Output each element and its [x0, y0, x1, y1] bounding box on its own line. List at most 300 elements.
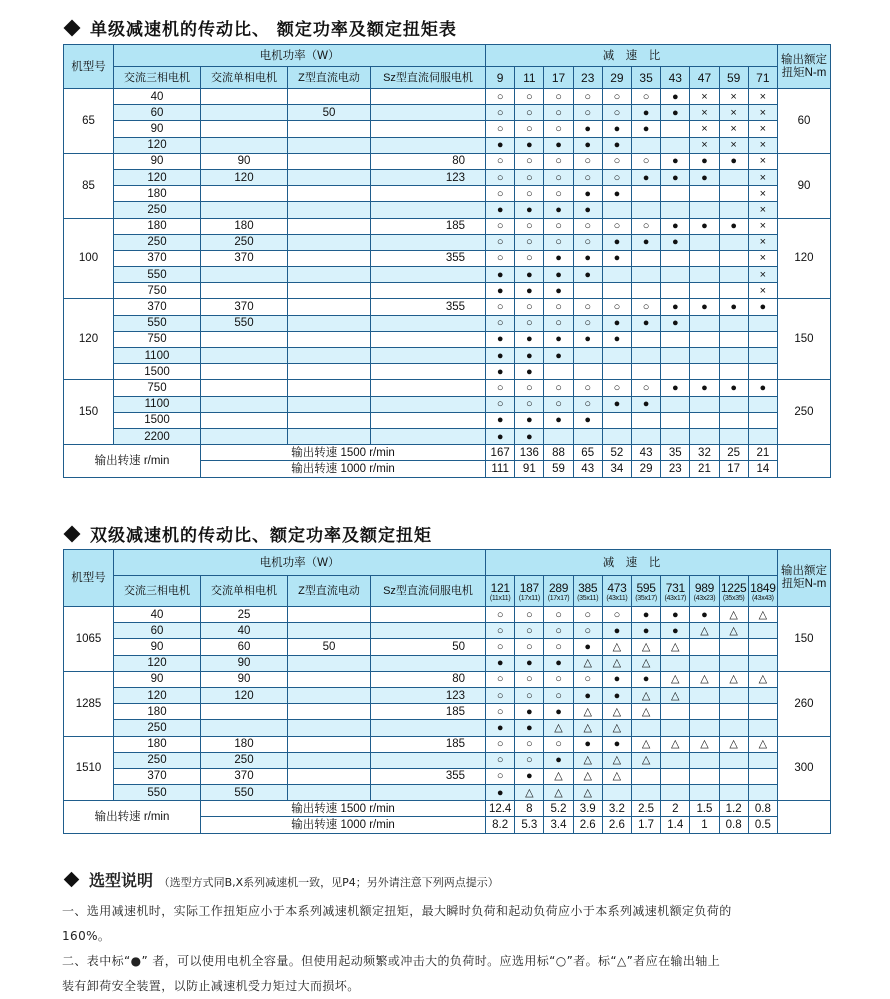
rating-symbol: [748, 655, 777, 671]
rating-symbol: ○: [602, 89, 631, 105]
rating-symbol: ○: [631, 380, 660, 396]
model-number: 150: [64, 380, 114, 445]
rating-symbol: ○: [515, 250, 544, 266]
ratio-989: 989 (43x23): [690, 576, 719, 607]
rating-symbol: [719, 428, 748, 444]
ac3-power: 1500: [114, 364, 201, 380]
rating-symbol: [748, 428, 777, 444]
table-row: [64, 283, 831, 299]
rating-symbol: [719, 785, 748, 801]
table-row: [64, 671, 831, 687]
ac1-power: 90: [201, 671, 288, 687]
rating-symbol: [719, 752, 748, 768]
rating-symbol: ●: [573, 687, 602, 703]
model-header: 机型号: [64, 550, 114, 607]
ac3-power: 120: [114, 137, 201, 153]
rated-torque: 260: [777, 671, 830, 736]
rating-symbol: [661, 785, 690, 801]
table-row: [64, 234, 831, 250]
rating-symbol: [719, 250, 748, 266]
rating-symbol: [748, 364, 777, 380]
motor-z-header: Z型直流电动: [288, 67, 371, 89]
rating-symbol: △: [690, 736, 719, 752]
rating-symbol: ●: [515, 364, 544, 380]
selection-notes: [62, 868, 846, 999]
z-power: [288, 331, 371, 347]
sz-power: [371, 331, 486, 347]
rating-symbol: ●: [515, 267, 544, 283]
rating-symbol: ○: [573, 299, 602, 315]
rating-symbol: ●: [573, 331, 602, 347]
table-row: [64, 752, 831, 768]
rating-symbol: ○: [602, 169, 631, 185]
speed-1000-value: 43: [573, 461, 602, 477]
z-power: 50: [288, 639, 371, 655]
rating-symbol: [690, 186, 719, 202]
table-row: [64, 121, 831, 137]
z-power: [288, 607, 371, 623]
ac3-power: 180: [114, 218, 201, 234]
z-power: [288, 218, 371, 234]
sz-power: 50: [371, 639, 486, 655]
ratio-731: 731 (43x17): [661, 576, 690, 607]
rating-symbol: ●: [486, 412, 515, 428]
rating-symbol: [748, 720, 777, 736]
ratio-43: 43: [661, 67, 690, 89]
rating-symbol: ○: [486, 153, 515, 169]
rating-symbol: ○: [631, 218, 660, 234]
rating-symbol: [602, 428, 631, 444]
z-power: [288, 752, 371, 768]
speed-1500-value: 25: [719, 445, 748, 461]
ac3-power: 120: [114, 169, 201, 185]
rating-symbol: △: [719, 607, 748, 623]
rating-symbol: ○: [573, 396, 602, 412]
rating-symbol: ○: [486, 121, 515, 137]
rating-symbol: [631, 364, 660, 380]
rating-symbol: ●: [544, 704, 573, 720]
rating-symbol: △: [748, 671, 777, 687]
rating-symbol: ○: [486, 671, 515, 687]
rating-symbol: [748, 785, 777, 801]
z-power: [288, 736, 371, 752]
z-power: [288, 720, 371, 736]
rating-symbol: [661, 768, 690, 784]
sz-power: [371, 267, 486, 283]
sz-power: 123: [371, 687, 486, 703]
ac1-power: [201, 331, 288, 347]
sz-power: [371, 283, 486, 299]
rating-symbol: [719, 396, 748, 412]
rating-symbol: ×: [748, 105, 777, 121]
rating-symbol: △: [515, 785, 544, 801]
rating-symbol: [544, 428, 573, 444]
rated-torque: 90: [777, 153, 830, 218]
rating-symbol: ●: [631, 396, 660, 412]
rating-symbol: ○: [573, 380, 602, 396]
rating-symbol: [631, 186, 660, 202]
ratio-473: 473 (43x11): [602, 576, 631, 607]
rating-symbol: ●: [544, 655, 573, 671]
rating-symbol: ●: [661, 234, 690, 250]
note-1: 一、选用减速机时，实际工作扭矩应小于本系列减速机额定扭矩，最大瞬时负荷和起动负荷应小于本系列减速机额定负荷的: [62, 904, 732, 918]
rating-symbol: ○: [515, 752, 544, 768]
rating-symbol: ●: [573, 121, 602, 137]
rating-symbol: ●: [486, 720, 515, 736]
rating-symbol: [719, 639, 748, 655]
z-power: [288, 380, 371, 396]
speed-row-1500: [64, 801, 831, 817]
rating-symbol: [631, 768, 660, 784]
subheader-row: [64, 576, 831, 607]
speed-1500-value: 2.5: [631, 801, 660, 817]
speed-1000-value: 8.2: [486, 817, 515, 833]
ac1-power: 370: [201, 299, 288, 315]
speed-1000-value: 5.3: [515, 817, 544, 833]
rating-symbol: [661, 202, 690, 218]
rating-symbol: ●: [602, 396, 631, 412]
rating-symbol: ●: [602, 186, 631, 202]
ac1-power: 90: [201, 153, 288, 169]
table2-title: 双级减速机的传动比、额定功率及额定扭矩: [66, 521, 432, 546]
rating-symbol: [690, 752, 719, 768]
rating-symbol: ○: [486, 687, 515, 703]
rating-symbol: ●: [661, 315, 690, 331]
subheader-row: [64, 67, 831, 89]
z-power: [288, 267, 371, 283]
rating-symbol: [719, 348, 748, 364]
rating-symbol: [748, 768, 777, 784]
rating-symbol: [690, 655, 719, 671]
speed-1000-value: 0.5: [748, 817, 777, 833]
table-row: [64, 315, 831, 331]
rating-symbol: ○: [544, 639, 573, 655]
ac1-power: 550: [201, 785, 288, 801]
rating-symbol: △: [719, 671, 748, 687]
motor-power-header: 电机功率（W）: [114, 45, 486, 67]
note-2: 二、表中标“●” 者，可以使用电机全容量。但使用起动频繁或冲击大的负荷时。应选用标“○”者。标“△”者应在输出轴上: [62, 954, 721, 968]
rating-symbol: ○: [486, 704, 515, 720]
ac1-power: 550: [201, 315, 288, 331]
rating-symbol: ●: [573, 250, 602, 266]
rating-symbol: [631, 348, 660, 364]
rating-symbol: △: [602, 752, 631, 768]
speed-1500-value: 1.5: [690, 801, 719, 817]
rating-symbol: ×: [748, 89, 777, 105]
ratio-121: 121 (11x11): [486, 576, 515, 607]
rating-symbol: ●: [515, 331, 544, 347]
ac1-power: [201, 412, 288, 428]
rating-symbol: ●: [573, 639, 602, 655]
rating-symbol: ●: [631, 169, 660, 185]
rating-symbol: [690, 331, 719, 347]
rating-symbol: ×: [690, 121, 719, 137]
ac1-power: [201, 348, 288, 364]
rating-symbol: ○: [515, 153, 544, 169]
rating-symbol: △: [602, 655, 631, 671]
rating-symbol: ○: [573, 315, 602, 331]
sz-power: [371, 607, 486, 623]
z-power: [288, 250, 371, 266]
ac3-power: 40: [114, 607, 201, 623]
rating-symbol: ○: [573, 169, 602, 185]
rating-symbol: ○: [515, 607, 544, 623]
ratio-385: 385 (35x11): [573, 576, 602, 607]
rating-symbol: ●: [602, 234, 631, 250]
rating-symbol: [661, 121, 690, 137]
ratio-header: 减 速 比: [486, 45, 778, 67]
rating-symbol: [719, 364, 748, 380]
speed-1500-value: 12.4: [486, 801, 515, 817]
z-power: [288, 283, 371, 299]
ac1-power: [201, 380, 288, 396]
speed-1500-value: 43: [631, 445, 660, 461]
z-power: [288, 315, 371, 331]
rating-symbol: ×: [748, 250, 777, 266]
single-stage-table: [63, 44, 831, 478]
rating-symbol: [631, 412, 660, 428]
rating-symbol: ○: [573, 153, 602, 169]
sz-power: [371, 412, 486, 428]
speed-1000-value: 23: [661, 461, 690, 477]
rating-symbol: ○: [486, 736, 515, 752]
rating-symbol: [690, 396, 719, 412]
model-header: 机型号: [64, 45, 114, 89]
output-speed-label: 输出转速 r/min: [64, 801, 201, 833]
sz-power: 80: [371, 153, 486, 169]
sz-power: [371, 186, 486, 202]
z-power: [288, 121, 371, 137]
rating-symbol: [544, 364, 573, 380]
ac3-power: 250: [114, 752, 201, 768]
blank-cell: [777, 445, 830, 477]
z-power: [288, 768, 371, 784]
rating-symbol: [748, 412, 777, 428]
sz-power: 185: [371, 704, 486, 720]
sz-power: 355: [371, 768, 486, 784]
rating-symbol: [690, 234, 719, 250]
ac3-power: 750: [114, 380, 201, 396]
rating-symbol: ●: [486, 267, 515, 283]
rating-symbol: ●: [544, 202, 573, 218]
ac3-power: 550: [114, 315, 201, 331]
rating-symbol: ○: [544, 671, 573, 687]
rating-symbol: ○: [515, 169, 544, 185]
rating-symbol: ×: [690, 105, 719, 121]
speed-1000-value: 111: [486, 461, 515, 477]
rating-symbol: [631, 331, 660, 347]
speed-1500-label: 输出转速 1500 r/min: [201, 801, 486, 817]
rating-symbol: ●: [661, 105, 690, 121]
rating-symbol: [573, 348, 602, 364]
speed-1500-value: 2: [661, 801, 690, 817]
z-power: [288, 153, 371, 169]
rating-symbol: ●: [631, 671, 660, 687]
ratio-29: 29: [602, 67, 631, 89]
ac1-power: [201, 720, 288, 736]
rated-torque-header: 输出额定扭矩N-m: [777, 45, 830, 89]
rating-symbol: [661, 412, 690, 428]
sz-power: [371, 105, 486, 121]
ac3-power: 90: [114, 121, 201, 137]
rating-symbol: △: [631, 736, 660, 752]
ac3-power: 120: [114, 687, 201, 703]
rating-symbol: ×: [748, 186, 777, 202]
rating-symbol: ●: [719, 218, 748, 234]
rating-symbol: △: [690, 623, 719, 639]
rating-symbol: [690, 348, 719, 364]
rating-symbol: [719, 412, 748, 428]
rating-symbol: [719, 768, 748, 784]
ac1-power: 90: [201, 655, 288, 671]
rated-torque: 150: [777, 299, 830, 380]
z-power: [288, 623, 371, 639]
model-number: 120: [64, 299, 114, 380]
ac1-power: 40: [201, 623, 288, 639]
speed-1500-value: 1.2: [719, 801, 748, 817]
table-row: [64, 218, 831, 234]
model-number: 1285: [64, 671, 114, 736]
speed-1500-value: 5.2: [544, 801, 573, 817]
ac1-power: [201, 202, 288, 218]
note-1-cont: 160%。: [62, 929, 111, 943]
rating-symbol: ○: [486, 623, 515, 639]
ratio-9: 9: [486, 67, 515, 89]
rating-symbol: [602, 785, 631, 801]
sz-power: [371, 380, 486, 396]
rating-symbol: ●: [544, 331, 573, 347]
rating-symbol: ●: [486, 331, 515, 347]
ac3-power: 60: [114, 105, 201, 121]
rating-symbol: [690, 412, 719, 428]
rating-symbol: [748, 752, 777, 768]
rating-symbol: ●: [544, 283, 573, 299]
rating-symbol: △: [573, 768, 602, 784]
ac1-power: [201, 704, 288, 720]
rating-symbol: ○: [515, 380, 544, 396]
rating-symbol: [661, 137, 690, 153]
sz-power: [371, 428, 486, 444]
rating-symbol: [573, 283, 602, 299]
ac3-power: 60: [114, 623, 201, 639]
rating-symbol: ●: [544, 267, 573, 283]
speed-1500-label: 输出转速 1500 r/min: [201, 445, 486, 461]
speed-1000-value: 59: [544, 461, 573, 477]
note-2-cont: 装有卸荷安全装置，以防止减速机受力矩过大而损坏。: [62, 979, 360, 993]
rating-symbol: [719, 687, 748, 703]
rating-symbol: ×: [719, 137, 748, 153]
rating-symbol: [690, 283, 719, 299]
rating-symbol: ●: [602, 331, 631, 347]
rating-symbol: ○: [486, 89, 515, 105]
rated-torque: 300: [777, 736, 830, 801]
speed-1000-value: 91: [515, 461, 544, 477]
rating-symbol: ○: [486, 396, 515, 412]
sz-power: [371, 234, 486, 250]
rating-symbol: ○: [544, 687, 573, 703]
speed-1000-label: 输出转速 1000 r/min: [201, 817, 486, 833]
ac1-power: [201, 89, 288, 105]
speed-row-1500: [64, 445, 831, 461]
rating-symbol: ○: [515, 671, 544, 687]
model-number: 1065: [64, 607, 114, 672]
rating-symbol: ○: [486, 218, 515, 234]
rating-symbol: ●: [515, 412, 544, 428]
z-power: [288, 412, 371, 428]
rating-symbol: [690, 704, 719, 720]
z-power: 50: [288, 105, 371, 121]
rating-symbol: [719, 283, 748, 299]
rating-symbol: ○: [515, 639, 544, 655]
rating-symbol: ○: [573, 607, 602, 623]
ac3-power: 550: [114, 785, 201, 801]
table-row: [64, 89, 831, 105]
rating-symbol: [690, 202, 719, 218]
sz-power: [371, 752, 486, 768]
speed-1500-value: 21: [748, 445, 777, 461]
rating-symbol: ●: [690, 218, 719, 234]
table-row: [64, 380, 831, 396]
rating-symbol: ●: [661, 380, 690, 396]
rating-symbol: △: [573, 720, 602, 736]
model-number: 1510: [64, 736, 114, 801]
speed-1000-value: 17: [719, 461, 748, 477]
ratio-187: 187 (17x11): [515, 576, 544, 607]
z-power: [288, 785, 371, 801]
sz-power: [371, 364, 486, 380]
ratio-23: 23: [573, 67, 602, 89]
rating-symbol: [690, 364, 719, 380]
ac1-power: [201, 137, 288, 153]
speed-1000-value: 0.8: [719, 817, 748, 833]
rating-symbol: [719, 202, 748, 218]
ac3-power: 1500: [114, 412, 201, 428]
rating-symbol: ●: [486, 283, 515, 299]
ac3-power: 180: [114, 186, 201, 202]
rating-symbol: [631, 250, 660, 266]
table-row: [64, 720, 831, 736]
rating-symbol: △: [602, 720, 631, 736]
rating-symbol: [690, 428, 719, 444]
ac1-power: [201, 283, 288, 299]
rating-symbol: ○: [573, 671, 602, 687]
rating-symbol: ●: [661, 218, 690, 234]
rating-symbol: △: [631, 752, 660, 768]
z-power: [288, 169, 371, 185]
rating-symbol: △: [719, 623, 748, 639]
sz-power: 123: [371, 169, 486, 185]
rating-symbol: ●: [486, 655, 515, 671]
rating-symbol: ●: [661, 169, 690, 185]
rating-symbol: [661, 267, 690, 283]
ac3-power: 180: [114, 704, 201, 720]
ac1-power: [201, 396, 288, 412]
sz-power: [371, 348, 486, 364]
rating-symbol: ○: [515, 105, 544, 121]
ratio-1225: 1225 (35x35): [719, 576, 748, 607]
rating-symbol: ●: [719, 299, 748, 315]
rating-symbol: ●: [631, 623, 660, 639]
speed-1000-value: 3.4: [544, 817, 573, 833]
sz-power: [371, 720, 486, 736]
motor-power-header: 电机功率（W）: [114, 550, 486, 576]
rating-symbol: △: [661, 736, 690, 752]
rating-symbol: ●: [486, 364, 515, 380]
rating-symbol: ●: [515, 202, 544, 218]
rating-symbol: △: [544, 768, 573, 784]
rated-torque: 250: [777, 380, 830, 445]
rating-symbol: ●: [573, 736, 602, 752]
